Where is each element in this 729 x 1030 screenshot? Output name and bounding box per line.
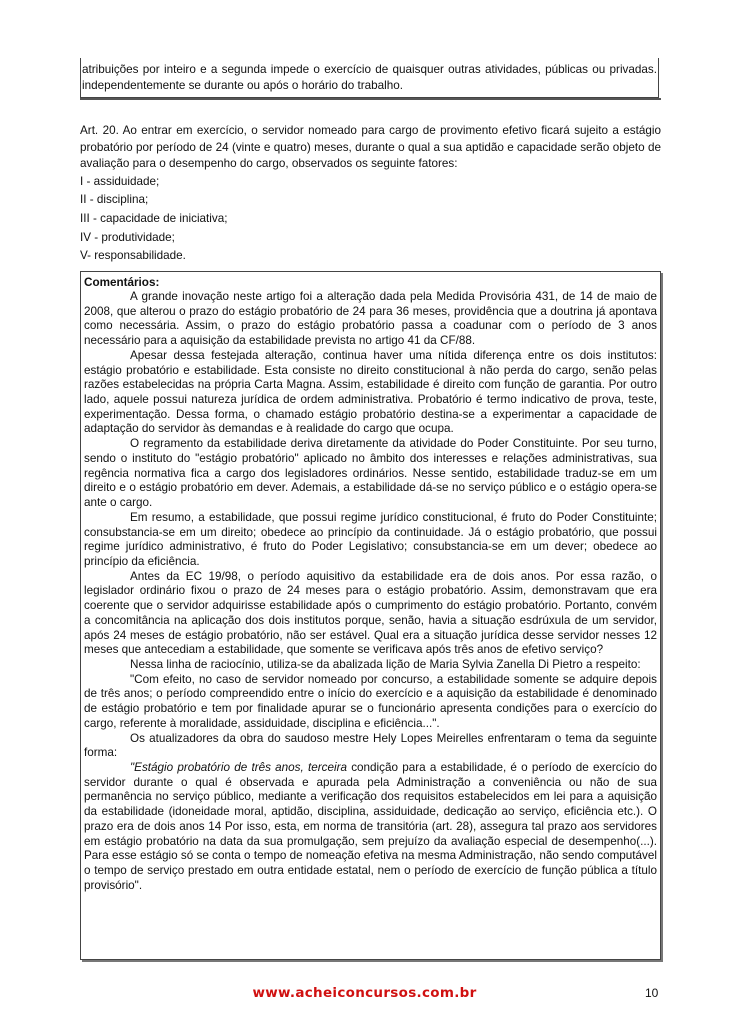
comment-paragraph: A grande inovação neste artigo foi a alteração dada pela Medida Provisória 431, de 14 de maio de 2008, que alterou o prazo do estágio probatório de 24 para 36 meses, providência que a doutrina já apontava como necessária. Assim, o prazo do estágio probatório passa a coadunar com o período de 3 anos necessário para a aquisição da estabilidade prevista no artigo 41 da CF/88. (84, 290, 657, 348)
divider (80, 98, 661, 100)
previous-text: atribuições por inteiro e a segunda impede o exercício de quaisquer outras atividades, públicas ou privadas. independentemente se durante ou após o horário do trabalho. (82, 63, 657, 92)
box-shadow-bottom (82, 960, 663, 962)
previous-text-box (80, 58, 659, 98)
article-item: II - disciplina; (80, 193, 149, 207)
comment-paragraph: Nessa linha de raciocínio, utiliza-se da abalizada lição de Maria Sylvia Zanella Di Pietro a respeito: (130, 657, 641, 671)
article-20 (80, 123, 661, 266)
quote-paragraph (84, 761, 657, 893)
article-text: Art. 20. Ao entrar em exercício, o servidor nomeado para cargo de provimento efetivo ficará sujeito a estágio probatório por período de 24 (vinte e quatro) meses, durante o qual a sua aptidão e capacidade serão objeto de avaliação para o desempenho do cargo, observados os seguinte fatores: (80, 124, 661, 171)
article-item: III - capacidade de iniciativa; (80, 211, 228, 225)
comment-paragraph: Os atualizadores da obra do saudoso mestre Hely Lopes Meirelles enfrentaram o tema da seguinte forma: (84, 731, 657, 760)
comment-paragraph: Em resumo, a estabilidade, que possui regime jurídico constitucional, é fruto do Poder Constituinte; consubstancia-se em um direito; obedece ao princípio da continuidade. Já o estágio probatório, que possui regime jurídico administrativo, é fruto do Poder Legislativo; consubstancia-se em um dever; obedece ao princípio da eficiência. (84, 510, 657, 568)
comment-paragraph: O regramento da estabilidade deriva diretamente da atividade do Poder Constituinte. Por seu turno, sendo o instituto do "estágio probatório" aplicado no âmbito dos interesses e relações administrativas, sua regência normativa fica a cargo dos legisladores ordinários. Nesse sentido, estabilidade traduz-se em um direito e o estágio probatório em dever. Ademais, a estabilidade dá-se no serviço público e o estágio opera-se ante o cargo. (84, 437, 657, 510)
article-item: V- responsabilidade. (80, 249, 186, 263)
comment-paragraph: Apesar dessa festejada alteração, continua haver uma nítida diferença entre os dois institutos: estágio probatório e estabilidade. Esta consiste no direito constitucional à não perda do cargo, senão pelas razões estabelecidas na própria Carta Magna. Assim, estabilidade é direito com função de garantia. Por outro lado, aquele possui natureza jurídica de ordem administrativa. Probatório é termo indicativo de prova, teste, experimentação. Dessa forma, o chamado estágio probatório destina-se a experimentar a capacidade de adaptação do servidor às demandas e à realidade do cargo que ocupa. (84, 348, 657, 436)
quote-italic-part: "Estágio probatório de três anos, terceira (130, 761, 347, 774)
comment-paragraph: Antes da EC 19/98, o período aquisitivo da estabilidade era de dois anos. Por essa razão, o legislador ordinário fixou o prazo de 24 meses para o estágio probatório. Assim, demonstravam que era coerente que o servidor adquirisse estabilidade após o cumprimento do estágio probatório. Portanto, convém a concomitância na aplicação dos dois institutos porque, senão, havia a situação esdrúxula de um servidor, após 24 meses de estágio probatório, não ser estável. Qual era a situação jurídica desse servidor nesses 12 meses que antecediam a estabilidade, que somente se verificava após três anos de efetivo serviço? (84, 569, 657, 657)
comments-title: Comentários: (84, 276, 160, 289)
page-number: 10 (645, 986, 659, 1000)
box-shadow-right (661, 273, 663, 962)
article-item: I - assiduidade; (80, 174, 160, 188)
footer-website-link[interactable]: www.acheiconcursos.com.br (252, 985, 477, 1001)
quote-paragraph: "Com efeito, no caso de servidor nomeado por concurso, a estabilidade somente se adquire depois de três anos; o período compreendido entre o início do exercício e a aquisição da estabilidade é denominado de estágio probatório e tem por finalidade apurar se o funcionário apresenta condições para o exercício do cargo, referente à moralidade, assiduidade, disciplina e eficiência...". (84, 672, 657, 730)
article-item: IV - produtividade; (80, 230, 175, 244)
comments-box (80, 271, 661, 960)
quote-rest: condição para a estabilidade, é o período de exercício do servidor durante o qual é observada e apurada pela Administração a conveniência ou não de sua permanência no serviço público, mediante a verificação dos requisitos estabelecidos em lei para a aquisição da estabilidade (idoneidade moral, aptidão, disciplina, assiduidade, dedicação ao serviço, eficiência etc.). O prazo era de dois anos 14 Por isso, esta, em norma de transitória (art. 28), assegura tal prazo aos servidores em estágio probatório na data da sua promulgação, sem prejuízo da avaliação especial de desempenho(...). Para esse estágio só se conta o tempo de nomeação efetiva na mesma Administração, não sendo computável o tempo de serviço prestado em outra entidade estatal, nem o período de exercício de função pública a título provisório". (84, 761, 657, 892)
